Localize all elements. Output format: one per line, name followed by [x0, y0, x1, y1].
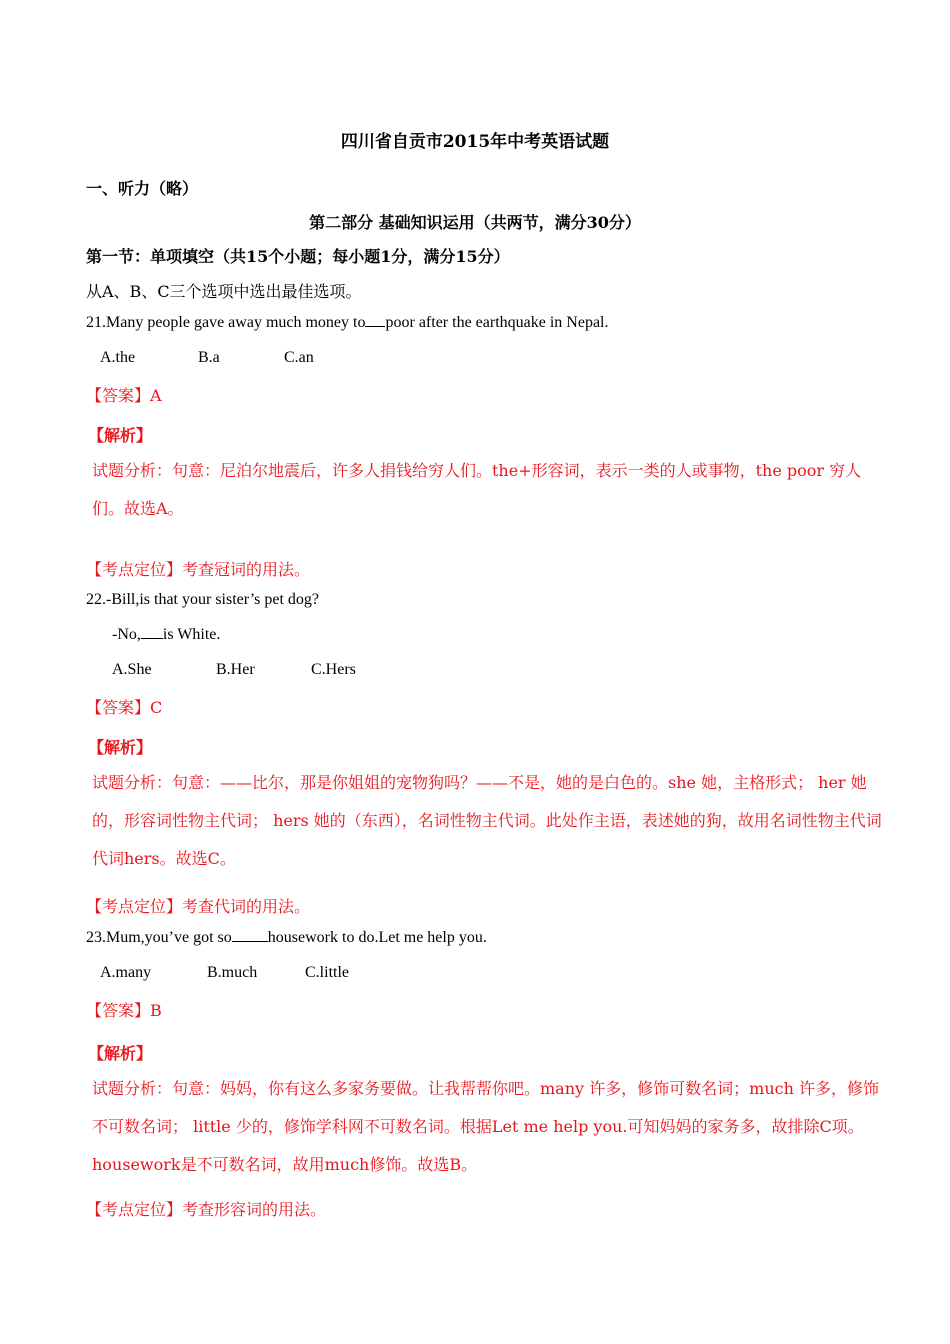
question-22-answer: 【答案】C [86, 698, 163, 717]
page-title: 四川省自贡市2015年中考英语试题 [340, 132, 610, 152]
question-22-line2-after: is White. [162, 626, 221, 643]
subsection-heading: 第一节：单项填空（共15个小题；每小题1分，满分15分） [86, 247, 510, 266]
question-23-analysis-label: 【解析】 [88, 1044, 153, 1063]
question-22-analysis: 试题分析：句意：——比尔，那是你姐姐的宠物狗吗？——不是，她的是白色的。she 她，主格形式； her 她的，形容词性物主代词； hers 她的（东西），名词性物主代词。此处作主语，表述她的狗，故用名词性物主代词代词hers。故选C。 [92, 773, 882, 868]
section-heading-listening: 一、听力（略） [86, 179, 199, 198]
question-21-answer: 【答案】A [86, 386, 162, 405]
question-23-stem-before: 23.Mum,you’ve got so [86, 929, 232, 946]
question-22-point: 【考点定位】考查代词的用法。 [86, 897, 311, 916]
question-21-option-a: A.the [100, 349, 136, 366]
question-21-analysis-label: 【解析】 [88, 426, 153, 445]
question-21-stem [86, 314, 609, 332]
question-22-option-c: C.Hers [311, 661, 356, 678]
question-21-point: 【考点定位】考查冠词的用法。 [86, 560, 311, 579]
question-23-option-b: B.much [207, 964, 258, 981]
question-22-analysis-label: 【解析】 [88, 738, 153, 757]
question-23-answer: 【答案】B [86, 1001, 162, 1020]
question-22-line2-before: -No, [112, 626, 141, 643]
question-23-point: 【考点定位】考查形容词的用法。 [86, 1200, 327, 1219]
instruction-text: 从A、B、C三个选项中选出最佳选项。 [86, 282, 362, 301]
question-23-stem [86, 929, 487, 947]
question-22-blank [141, 638, 163, 639]
question-21-analysis: 试题分析：句意：尼泊尔地震后，许多人捐钱给穷人们。the+形容词，表示一类的人或事物，the poor 穷人们。故选A。 [92, 461, 862, 518]
question-23-option-c: C.little [305, 964, 349, 981]
question-23-analysis: 试题分析：句意：妈妈，你有这么多家务要做。让我帮帮你吧。many 许多，修饰可数名词；much 许多，修饰不可数名词； little 少的，修饰学科网不可数名词。根据Let me help you.可知妈妈的家务多，故排除C项。housework是不可数名词，故用much修饰。故选B。 [92, 1079, 879, 1174]
question-21-option-c: C.an [284, 349, 314, 366]
question-23-option-a: A.many [100, 964, 152, 981]
question-21-blank [365, 326, 385, 327]
question-22-option-a: A.She [112, 661, 152, 678]
question-22-option-b: B.Her [216, 661, 255, 678]
part-heading: 第二部分 基础知识运用（共两节，满分30分） [309, 213, 641, 232]
question-22-line2 [112, 626, 220, 644]
question-23-stem-after: housework to do.Let me help you. [267, 929, 487, 946]
question-21-option-b: B.a [198, 349, 220, 366]
question-22-stem: 22.-Bill,is that your sister’s pet dog? [86, 591, 320, 608]
question-21-stem-after: poor after the earthquake in Nepal. [385, 314, 609, 331]
question-21-stem-before: 21.Many people gave away much money to [86, 314, 366, 331]
question-23-blank [232, 941, 268, 942]
